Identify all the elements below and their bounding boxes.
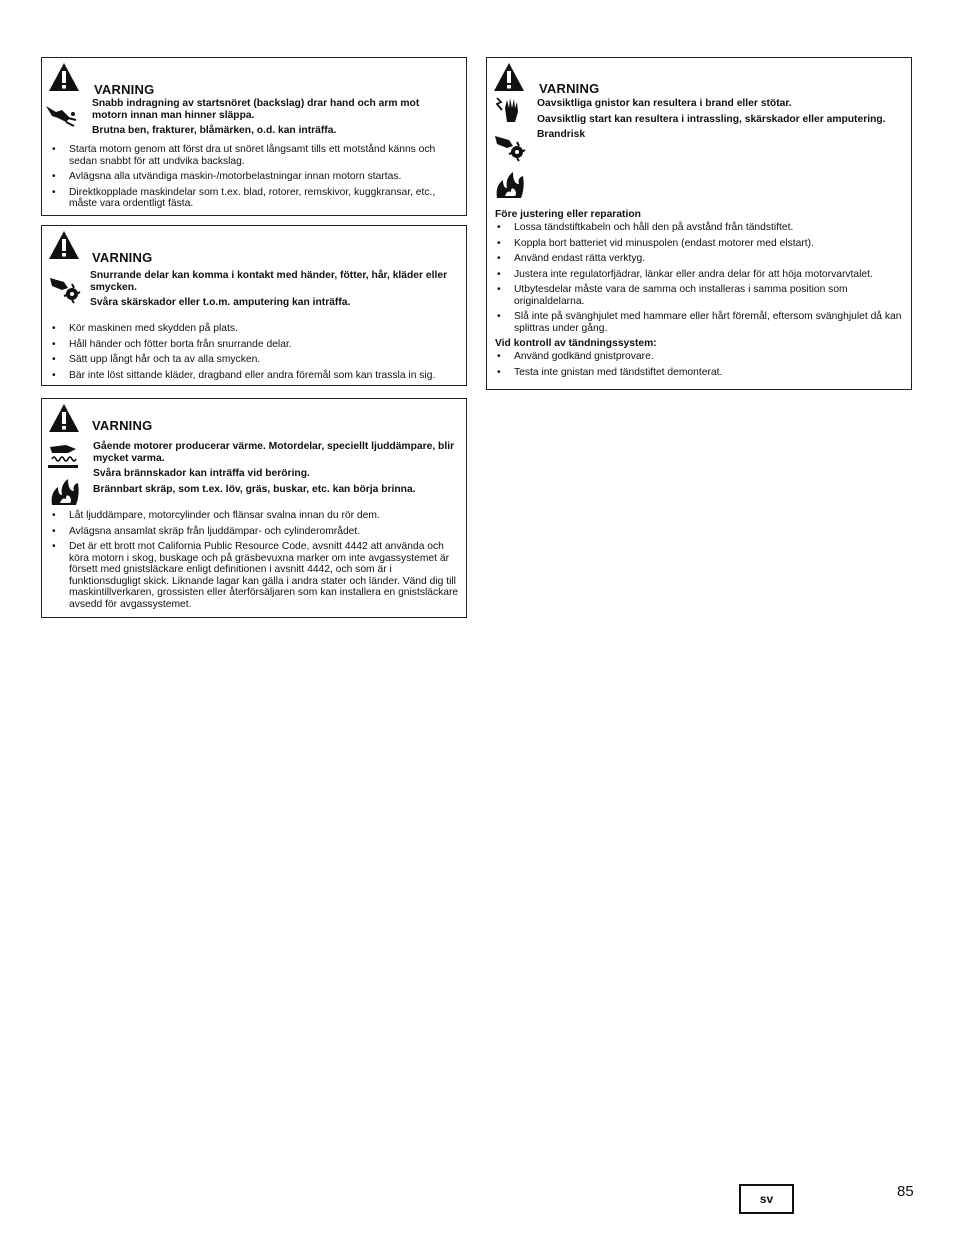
hazard-line-3: Brännbart skräp, som t.ex. löv, gräs, buskar, etc. kan börja brinna.	[93, 483, 416, 495]
warning-title: VARNING	[539, 81, 600, 96]
list-item: • Justera inte regulatorfjädrar, länkar eller andra delar för att höja motorvarvtalet.	[493, 269, 905, 281]
recoil-hand-arm-icon	[44, 100, 78, 130]
list-item: • Bär inte löst sittande kläder, dragband eller andra föremål som kan trassla in sig.	[48, 370, 462, 382]
hazard-description	[92, 98, 452, 141]
warning-box-hot-surfaces	[41, 398, 467, 618]
rotating-parts-hand-icon	[493, 132, 527, 162]
list-item: • Kör maskinen med skydden på plats.	[48, 323, 462, 335]
list-item: • Låt ljuddämpare, motorcylinder och flänsar svalna innan du rör dem.	[48, 510, 460, 522]
list-item: • Avlägsna alla utvändiga maskin-/motorbelastningar innan motorn startas.	[48, 171, 458, 183]
electric-shock-hand-icon	[493, 94, 527, 124]
warning-title: VARNING	[92, 418, 153, 433]
hazard-line-3: Brandrisk	[537, 129, 586, 140]
section-before-adjustment	[495, 209, 905, 382]
warning-title: VARNING	[92, 250, 153, 265]
instruction-list	[48, 144, 458, 214]
hazard-line-2: Oavsiktlig start kan resultera i intrassling, skärskador eller amputering.	[537, 113, 886, 125]
list-item: • Direktkopplade maskindelar som t.ex. blad, rotorer, remskivor, kuggkransar, etc., måste vara ordentligt fästa.	[48, 187, 458, 210]
warning-triangle-icon	[48, 230, 80, 260]
hazard-description	[90, 270, 455, 313]
fire-icon	[48, 477, 82, 507]
instruction-list	[493, 351, 905, 378]
list-item: • Sätt upp långt hår och ta av alla smycken.	[48, 354, 462, 366]
list-item: • Använd endast rätta verktyg.	[493, 253, 905, 265]
list-item: • Lossa tändstiftkabeln och håll den på avstånd från tändstiftet.	[493, 222, 905, 234]
list-item: • Koppla bort batteriet vid minuspolen (endast motorer med elstart).	[493, 238, 905, 250]
hazard-line-2: Svåra skärskador eller t.o.m. amputering kan inträffa.	[90, 297, 351, 308]
hazard-line-1: Oavsiktliga gnistor kan resultera i brand eller stötar.	[537, 98, 792, 109]
fire-icon	[493, 170, 527, 200]
list-item: • Starta motorn genom att först dra ut snöret långsamt tills ett motstånd känns och sedan snabbt för att undvika backslag.	[48, 144, 458, 167]
instruction-list	[48, 510, 460, 614]
hazard-line-2: Svåra brännskador kan inträffa vid beröring.	[93, 468, 310, 479]
warning-title: VARNING	[94, 82, 155, 97]
instruction-list	[48, 323, 462, 385]
list-item: • Håll händer och fötter borta från snurrande delar.	[48, 339, 462, 351]
instruction-list	[493, 222, 905, 334]
warning-triangle-icon	[493, 62, 525, 92]
warning-box-sparks	[486, 57, 912, 390]
list-item: • Utbytesdelar måste vara de samma och installeras i samma position som originaldelarna.	[493, 284, 905, 307]
page-number: 85	[897, 1183, 914, 1200]
warning-box-backlash	[41, 57, 467, 216]
list-item: • Använd godkänd gnistprovare.	[493, 351, 905, 363]
list-item: • Det är ett brott mot California Public Resource Code, avsnitt 4442 att använda och köra motorn i skog, buskage och på gräsbevuxna marker om inte avgassystemet är försett med gnistsläckare enligt definitionen i avsnitt 4442, och som är i funktionsdugligt skick. Liknande lagar kan gälla i andra stater och länder. Vänd dig till maskintillverkaren, grossisten eller återförsäljaren som kan installera en gnistsläckare avsedd för avgassystemet.	[48, 541, 460, 610]
hazard-description	[537, 98, 907, 145]
warning-triangle-icon	[48, 403, 80, 433]
section-heading: Vid kontroll av tändningssystem:	[495, 338, 657, 349]
hot-surface-hand-icon	[46, 441, 80, 471]
language-code-badge: sv	[739, 1184, 794, 1214]
hazard-line-2: Brutna ben, frakturer, blåmärken, o.d. kan inträffa.	[92, 125, 337, 136]
hazard-description	[93, 441, 461, 499]
list-item: • Slå inte på svänghjulet med hammare eller hårt föremål, eftersom svänghjulet då kan splittras under gång.	[493, 311, 905, 334]
rotating-parts-hand-icon	[48, 274, 82, 304]
hazard-line-1: Gående motorer producerar värme. Motordelar, speciellt ljuddämpare, blir mycket varma.	[93, 441, 455, 464]
hazard-line-1: Snabb indragning av startsnöret (backslag) drar hand och arm mot motorn innan man hinner släppa.	[92, 98, 420, 121]
list-item: • Testa inte gnistan med tändstiftet demonterat.	[493, 367, 905, 379]
warning-box-rotating-parts	[41, 225, 467, 386]
hazard-line-1: Snurrande delar kan komma i kontakt med händer, fötter, hår, kläder eller smycken.	[90, 270, 448, 293]
section-heading: Före justering eller reparation	[495, 209, 641, 220]
warning-triangle-icon	[48, 62, 80, 92]
list-item: • Avlägsna ansamlat skräp från ljuddämpar- och cylinderområdet.	[48, 526, 460, 538]
